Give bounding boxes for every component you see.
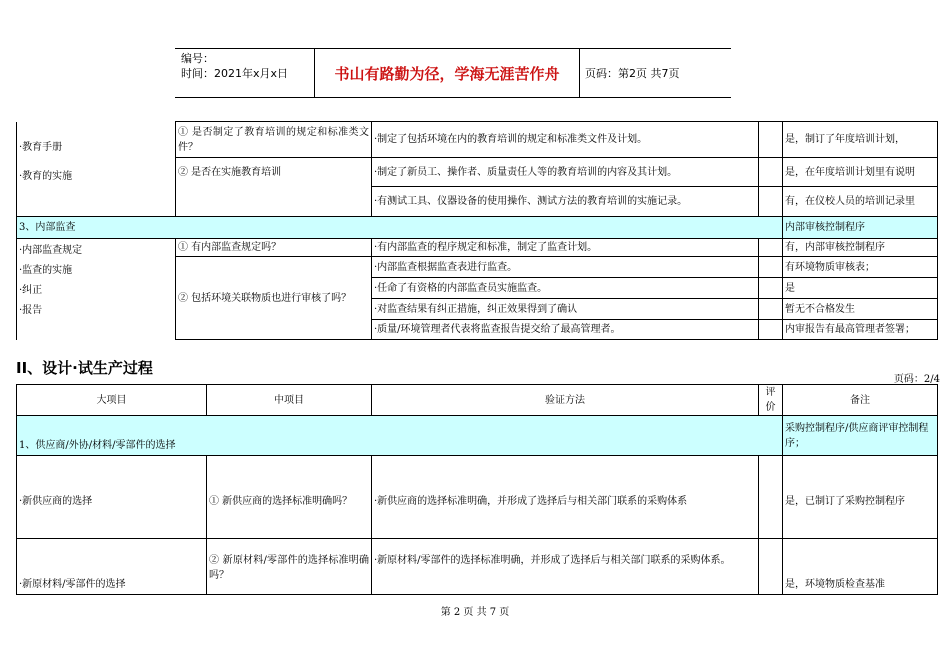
method-cell: ·制定了新员工、操作者、质量责任人等的教育培训的内容及其计划。 (372, 158, 759, 187)
major-item-education-implementation: ·教育的实施 (19, 170, 73, 182)
remark-cell: 是 (783, 278, 938, 299)
evaluation-cell (759, 456, 783, 539)
remark-cell: 有，内部审核控制程序 (783, 239, 938, 257)
method-cell: ·新供应商的选择标准明确，并形成了选择后与相关部门联系的采购体系 (372, 456, 759, 539)
evaluation-cell (759, 257, 783, 278)
major-item-audit-rules: ·内部监查规定 (19, 245, 83, 256)
method-cell: ·对监查结果有纠正措施，纠正效果得到了确认 (372, 299, 759, 320)
remark-cell: 暂无不合格发生 (783, 299, 938, 320)
remark-cell: 有环境物质审核表； (783, 257, 938, 278)
section-row (17, 217, 938, 239)
section-title: 3、内部监查 (17, 217, 783, 239)
header-page-label: 页码：第2页 共7页 (585, 67, 680, 80)
major-item-correction: ·纠正 (19, 285, 43, 296)
section-title: 1、供应商/外协/材料/零部件的选择 (17, 416, 783, 456)
evaluation-cell (759, 320, 783, 340)
audit-table-bottom (16, 384, 938, 595)
mid-item-cell: ② 是否在实施教育培训 (176, 158, 372, 217)
section-note: 采购控制程序/供应商评审控制程序； (783, 416, 938, 456)
remark-cell: 有，在仪校人员的培训记录里 (783, 187, 938, 217)
evaluation-cell (759, 299, 783, 320)
method-cell: ·内部监查根据监查表进行监查。 (372, 257, 759, 278)
table-row (17, 122, 938, 158)
remark-cell: 是，在年度培训计划里有说明 (783, 158, 938, 187)
method-cell: ·新原材料/零部件的选择标准明确，并形成了选择后与相关部门联系的采购体系。 (372, 539, 759, 595)
mid-item-cell: ① 新供应商的选择标准明确吗？ (207, 456, 372, 539)
major-item-cell (17, 239, 176, 340)
table-row (17, 539, 938, 595)
header-meta (181, 51, 288, 81)
column-header: 大项目 (17, 385, 207, 416)
method-cell: ·有测试工具、仪器设备的使用操作、测试方法的教育培训的实施记录。 (372, 187, 759, 217)
remark-cell: 是，制订了年度培训计划， (783, 122, 938, 158)
major-item-education-manual: ·教育手册 (19, 141, 63, 153)
method-cell: ·质量/环境管理者代表将监查报告提交给了最高管理者。 (372, 320, 759, 340)
mid-item-cell: ① 是否制定了教育培训的规定和标准类文件？ (176, 122, 372, 158)
remark-cell: 内审报告有最高管理者签署； (783, 320, 938, 340)
major-item-report: ·报告 (19, 305, 43, 316)
major-item-cell (17, 122, 176, 217)
remark-cell: 是，环境物质检查基准 (783, 539, 938, 595)
header-divider (579, 49, 580, 97)
column-header: 备注 (783, 385, 938, 416)
method-cell: ·有内部监查的程序规定和标准，制定了监查计划。 (372, 239, 759, 257)
column-header: 评价 (759, 385, 783, 416)
mid-item-cell: ② 新原材料/零部件的选择标准明确吗？ (207, 539, 372, 595)
column-header: 中项目 (207, 385, 372, 416)
major-item-cell: ·新原材料/零部件的选择 (17, 539, 207, 595)
mid-item-cell: ① 有内部监查规定吗？ (176, 239, 372, 257)
evaluation-cell (759, 187, 783, 217)
column-header: 验证方法 (372, 385, 759, 416)
evaluation-cell (759, 122, 783, 158)
method-cell: ·任命了有资格的内部监查员实施监查。 (372, 278, 759, 299)
section-page-number: 页码：2/4 (893, 374, 940, 385)
section-note: 内部审核控制程序 (783, 217, 938, 239)
audit-table-top (16, 121, 938, 340)
header-time-label: 时间：2021年x月x日 (181, 67, 289, 80)
method-cell: ·制定了包括环境在内的教育培训的规定和标准类文件及计划。 (372, 122, 759, 158)
section-heading: II、设计·试生产过程 (16, 359, 153, 377)
major-item-audit-implementation: ·监查的实施 (19, 265, 73, 276)
evaluation-cell (759, 158, 783, 187)
table-header-row (17, 385, 938, 416)
page-footer: 第 2 页 共 7 页 (440, 607, 510, 618)
remark-cell: 是，已制订了采购控制程序 (783, 456, 938, 539)
table-row (17, 456, 938, 539)
major-item-cell: ·新供应商的选择 (17, 456, 207, 539)
header-number-label: 编号： (181, 52, 214, 65)
evaluation-cell (759, 278, 783, 299)
table-row (17, 239, 938, 257)
header-motto: 书山有路勤为径，学海无涯苦作舟 (334, 65, 560, 83)
section-row (17, 416, 938, 456)
document-header (175, 48, 731, 98)
evaluation-cell (759, 539, 783, 595)
mid-item-cell: ② 包括环境关联物质也进行审核了吗？ (176, 257, 372, 340)
evaluation-cell (759, 239, 783, 257)
